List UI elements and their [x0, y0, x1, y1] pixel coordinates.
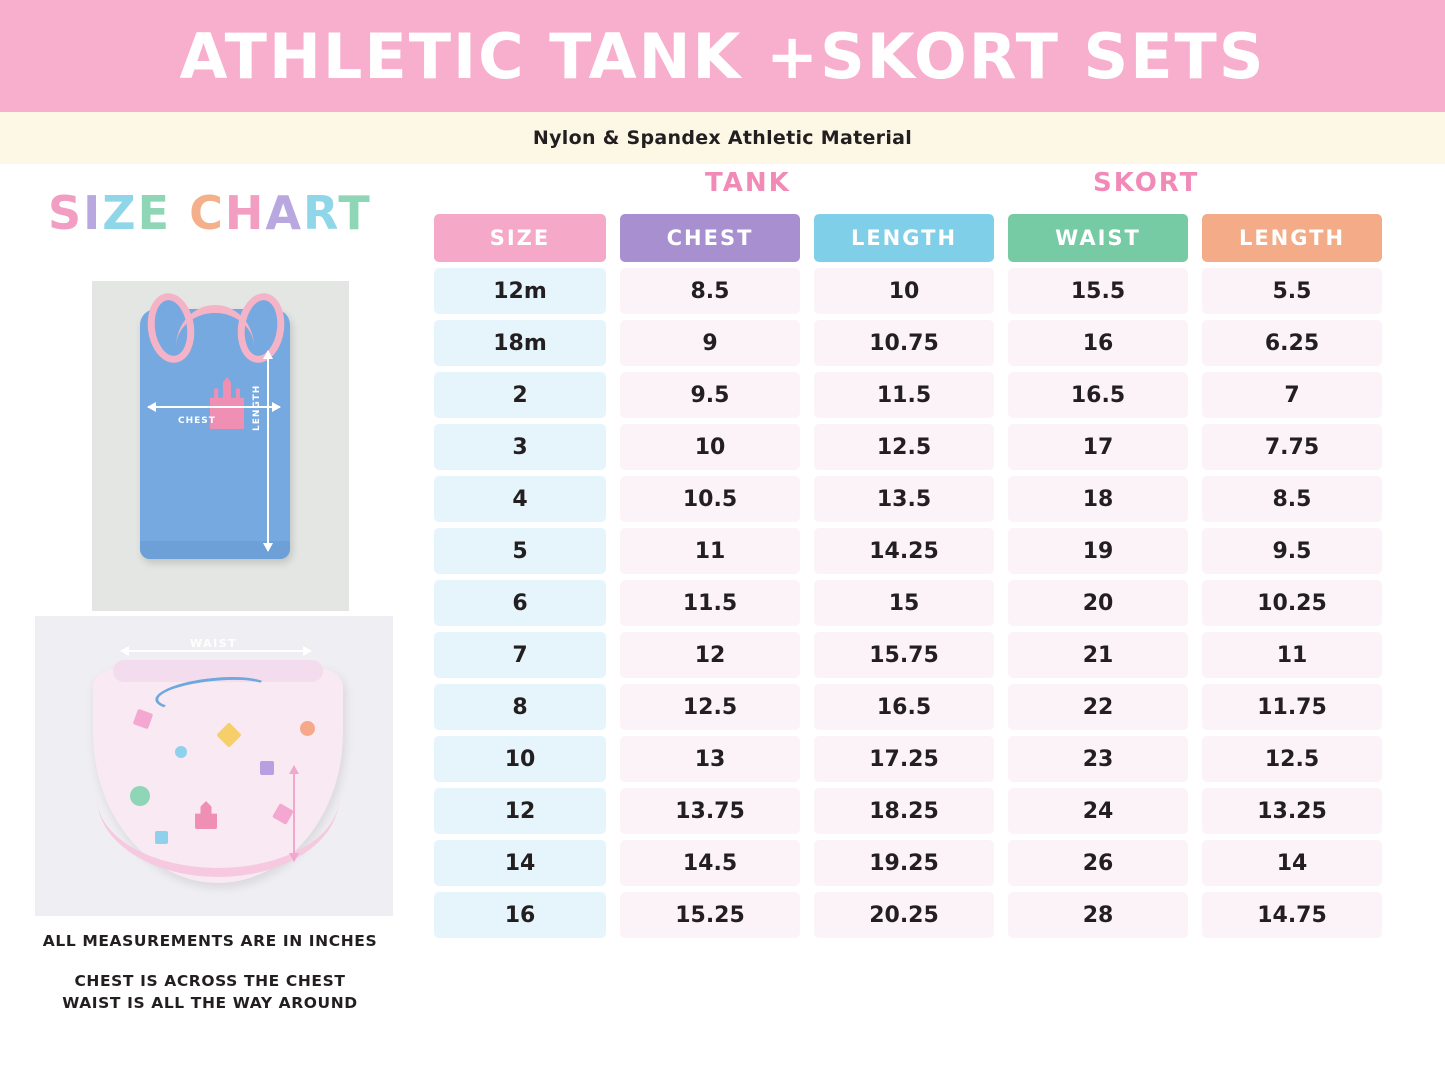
cell-size: 16 — [434, 892, 606, 938]
cell-size: 12m — [434, 268, 606, 314]
measurement-note-2b: WAIST IS ALL THE WAY AROUND — [62, 994, 358, 1012]
table-row — [434, 788, 1386, 834]
cell-size: 5 — [434, 528, 606, 574]
table-row — [434, 892, 1386, 938]
table-row — [434, 684, 1386, 730]
cell-tank-length: 12.5 — [814, 424, 994, 470]
cell-tank-chest: 11.5 — [620, 580, 800, 626]
skort-photo — [35, 616, 393, 916]
cell-size: 8 — [434, 684, 606, 730]
length-measure-arrow-icon — [267, 351, 269, 551]
cell-skort-waist: 28 — [1008, 892, 1188, 938]
column-header-skort-length: LENGTH — [1202, 214, 1382, 262]
table-row — [434, 736, 1386, 782]
length-measure-label: LENGTH — [252, 384, 262, 431]
page-title: ATHLETIC TANK +SKORT SETS — [179, 19, 1266, 93]
measurement-note-1: ALL MEASUREMENTS ARE IN INCHES — [42, 932, 378, 950]
skort-ruffle-hem — [97, 798, 339, 877]
cell-skort-length: 7 — [1202, 372, 1382, 418]
cell-size: 12 — [434, 788, 606, 834]
size-chart-title: SIZE CHART — [48, 186, 372, 240]
cell-skort-length: 13.25 — [1202, 788, 1382, 834]
cell-tank-chest: 9.5 — [620, 372, 800, 418]
table-row — [434, 840, 1386, 886]
cell-skort-waist: 21 — [1008, 632, 1188, 678]
cell-tank-chest: 12.5 — [620, 684, 800, 730]
cell-skort-length: 12.5 — [1202, 736, 1382, 782]
measurement-note-2a: CHEST IS ACROSS THE CHEST — [74, 972, 346, 990]
cell-skort-waist: 15.5 — [1008, 268, 1188, 314]
cell-size: 7 — [434, 632, 606, 678]
print-confetti — [300, 721, 315, 736]
cell-tank-length: 20.25 — [814, 892, 994, 938]
table-row — [434, 372, 1386, 418]
cell-skort-length: 9.5 — [1202, 528, 1382, 574]
table-row — [434, 528, 1386, 574]
cell-tank-chest: 9 — [620, 320, 800, 366]
cell-skort-length: 11 — [1202, 632, 1382, 678]
cell-tank-length: 10 — [814, 268, 994, 314]
table-row — [434, 268, 1386, 314]
subheader-band — [0, 112, 1445, 164]
cell-skort-waist: 23 — [1008, 736, 1188, 782]
measurement-note-2 — [0, 970, 420, 1014]
cell-tank-length: 17.25 — [814, 736, 994, 782]
cell-tank-chest: 8.5 — [620, 268, 800, 314]
table-header-row — [434, 214, 1386, 262]
cell-skort-length: 6.25 — [1202, 320, 1382, 366]
tank-photo — [92, 281, 349, 611]
table-row — [434, 580, 1386, 626]
cell-tank-chest: 15.25 — [620, 892, 800, 938]
cell-skort-length: 10.25 — [1202, 580, 1382, 626]
table-row — [434, 424, 1386, 470]
cell-size: 10 — [434, 736, 606, 782]
cell-tank-length: 13.5 — [814, 476, 994, 522]
cell-skort-waist: 17 — [1008, 424, 1188, 470]
column-header-skort-waist: WAIST — [1008, 214, 1188, 262]
cell-skort-waist: 16 — [1008, 320, 1188, 366]
cell-tank-chest: 10.5 — [620, 476, 800, 522]
table-row — [434, 476, 1386, 522]
cell-tank-chest: 14.5 — [620, 840, 800, 886]
cell-tank-length: 19.25 — [814, 840, 994, 886]
cell-tank-length: 16.5 — [814, 684, 994, 730]
cell-tank-length: 10.75 — [814, 320, 994, 366]
cell-tank-length: 15.75 — [814, 632, 994, 678]
table-row — [434, 632, 1386, 678]
material-subtitle: Nylon & Spandex Athletic Material — [532, 127, 913, 149]
cell-skort-length: 8.5 — [1202, 476, 1382, 522]
cell-tank-length: 14.25 — [814, 528, 994, 574]
column-header-tank-chest: CHEST — [620, 214, 800, 262]
waist-measure-label: WAIST — [190, 637, 238, 650]
cell-skort-waist: 18 — [1008, 476, 1188, 522]
cell-size: 14 — [434, 840, 606, 886]
size-chart-table — [434, 214, 1386, 944]
cell-size: 4 — [434, 476, 606, 522]
cell-skort-length: 7.75 — [1202, 424, 1382, 470]
column-header-size: SIZE — [434, 214, 606, 262]
cell-skort-length: 11.75 — [1202, 684, 1382, 730]
cell-skort-waist: 16.5 — [1008, 372, 1188, 418]
cell-tank-chest: 12 — [620, 632, 800, 678]
table-row — [434, 320, 1386, 366]
cell-tank-chest: 13 — [620, 736, 800, 782]
cell-tank-chest: 13.75 — [620, 788, 800, 834]
group-label-tank: TANK — [705, 168, 791, 198]
print-confetti — [175, 746, 187, 758]
left-panel — [0, 164, 420, 1065]
cell-skort-length: 14.75 — [1202, 892, 1382, 938]
cell-size: 3 — [434, 424, 606, 470]
header-band — [0, 0, 1445, 112]
cell-size: 2 — [434, 372, 606, 418]
skort-length-arrow-icon — [293, 766, 295, 861]
cell-size: 18m — [434, 320, 606, 366]
cell-tank-length: 11.5 — [814, 372, 994, 418]
column-group-labels — [0, 164, 1445, 204]
cell-skort-length: 5.5 — [1202, 268, 1382, 314]
cell-tank-chest: 11 — [620, 528, 800, 574]
cell-tank-length: 18.25 — [814, 788, 994, 834]
cell-skort-waist: 20 — [1008, 580, 1188, 626]
cell-tank-length: 15 — [814, 580, 994, 626]
cell-skort-waist: 24 — [1008, 788, 1188, 834]
cell-skort-waist: 22 — [1008, 684, 1188, 730]
cell-skort-waist: 19 — [1008, 528, 1188, 574]
cell-tank-chest: 10 — [620, 424, 800, 470]
waist-measure-arrow-icon — [121, 650, 311, 652]
chest-measure-label: CHEST — [178, 416, 216, 426]
cell-size: 6 — [434, 580, 606, 626]
group-label-skort: SKORT — [1093, 168, 1200, 198]
print-confetti — [260, 761, 274, 775]
cell-skort-waist: 26 — [1008, 840, 1188, 886]
cell-skort-length: 14 — [1202, 840, 1382, 886]
column-header-tank-length: LENGTH — [814, 214, 994, 262]
